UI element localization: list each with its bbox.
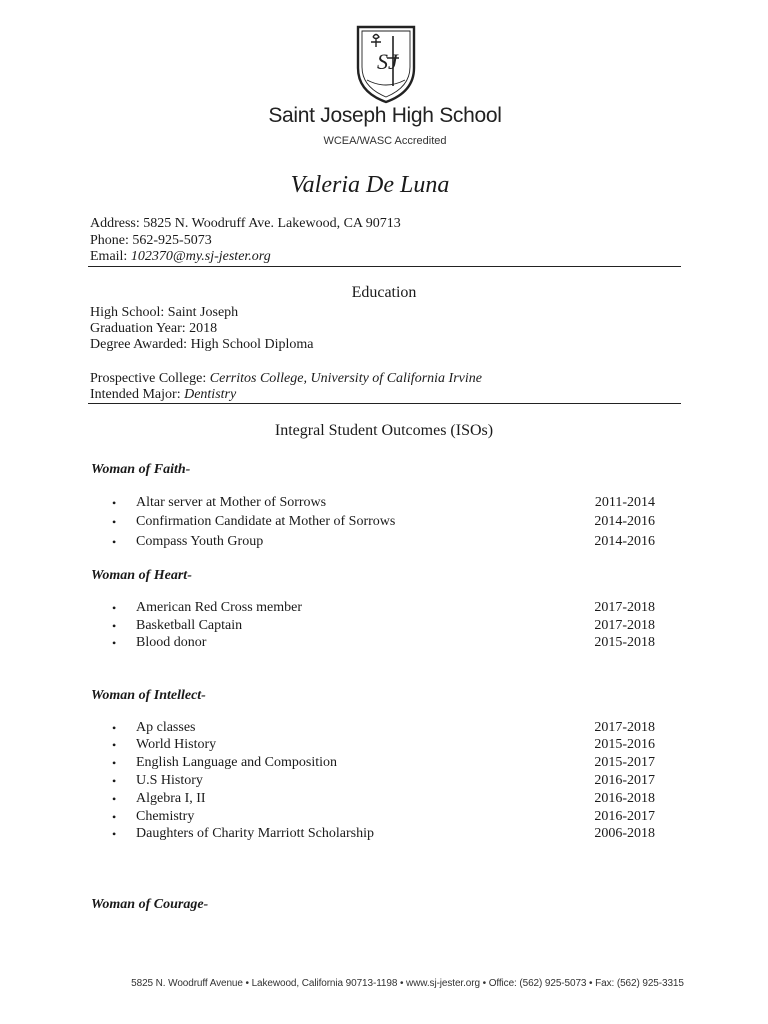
item-label: Daughters of Charity Marriott Scholarship [136,826,374,841]
item-dates: 2015-2016 [594,737,655,752]
list-item [110,494,655,512]
bullet-icon: • [112,619,117,633]
email-line [90,248,271,265]
item-dates: 2017-2018 [594,600,655,615]
email-value[interactable]: 102370@my.sj-jester.org [130,249,271,264]
address-value: 5825 N. Woodruff Ave. Lakewood, CA 90713 [143,216,401,231]
bullet-icon: • [112,721,117,735]
list-item [110,719,655,737]
major-label: Intended Major: [90,387,181,402]
item-dates: 2014-2016 [594,534,655,549]
item-label: World History [136,737,217,752]
item-label: Blood donor [136,635,207,650]
bullet-icon: • [112,827,117,841]
item-label: Algebra I, II [136,791,206,806]
divider [88,403,681,404]
graduation-year-value: 2018 [189,321,218,336]
list-item [110,825,655,843]
major-line [90,386,236,403]
list-item [110,736,655,754]
item-dates: 2006-2018 [594,826,655,841]
item-label: English Language and Composition [136,755,338,770]
list-item [110,634,655,652]
item-dates: 2011-2014 [594,495,655,510]
list-item [110,599,655,617]
bullet-icon: • [112,496,117,510]
college-value: Cerritos College, University of California Irvine [209,371,482,386]
list-item [110,617,655,635]
heart-heading: Woman of Heart- [91,568,192,583]
isos-heading: Integral Student Outcomes (ISOs) [274,422,494,439]
faith-heading: Woman of Faith- [91,462,191,477]
item-label: Ap classes [136,720,196,735]
major-value: Dentistry [184,387,237,402]
accreditation-text: WCEA/WASC Accredited [323,135,447,147]
high-school-label: High School: [90,305,165,320]
item-label: U.S History [136,773,203,788]
intellect-heading: Woman of Intellect- [91,688,206,703]
list-item [110,533,655,551]
list-item [110,790,655,808]
item-dates: 2016-2017 [594,773,655,788]
bullet-icon: • [112,810,117,824]
bullet-icon: • [112,738,117,752]
item-dates: 2015-2017 [594,755,655,770]
college-label: Prospective College: [90,371,207,386]
divider [88,266,681,267]
item-dates: 2016-2018 [594,791,655,806]
college-line [90,370,482,387]
bullet-icon: • [112,601,117,615]
address-line [90,215,401,232]
bullet-icon: • [112,792,117,806]
item-label: Altar server at Mother of Sorrows [136,495,327,510]
phone-value: 562-925-5073 [132,233,212,248]
item-label: American Red Cross member [136,600,303,615]
item-dates: 2014-2016 [594,514,655,529]
list-item [110,808,655,826]
bullet-icon: • [112,756,117,770]
school-name: Saint Joseph High School [268,104,502,127]
school-crest-logo [355,24,417,104]
degree-line [90,336,313,353]
address-label: Address: [90,216,140,231]
degree-label: Degree Awarded: [90,337,188,352]
list-item [110,513,655,531]
item-dates: 2017-2018 [594,618,655,633]
bullet-icon: • [112,636,117,650]
item-dates: 2016-2017 [594,809,655,824]
phone-line [90,232,212,249]
graduation-year-label: Graduation Year: [90,321,186,336]
item-label: Basketball Captain [136,618,243,633]
courage-heading: Woman of Courage- [91,897,209,912]
degree-value: High School Diploma [190,337,314,352]
bullet-icon: • [112,774,117,788]
graduation-year-line [90,320,217,337]
student-name: Valeria De Luna [290,172,450,198]
item-dates: 2017-2018 [594,720,655,735]
footer-address: 5825 N. Woodruff Avenue • Lakewood, California 90713-1198 • www.sj-jester.org • Office: (562) 925-5073 • Fax: (562) 925-3315 [131,978,684,989]
list-item [110,772,655,790]
bullet-icon: • [112,515,117,529]
education-heading: Education [351,284,417,301]
item-dates: 2015-2018 [594,635,655,650]
list-item [110,754,655,772]
high-school-line [90,304,238,321]
svg-text:SJ: SJ [377,49,398,74]
phone-label: Phone: [90,233,129,248]
high-school-value: Saint Joseph [167,305,239,320]
item-label: Chemistry [136,809,195,824]
item-label: Compass Youth Group [136,534,264,549]
email-label: Email: [90,249,128,264]
item-label: Confirmation Candidate at Mother of Sorrows [136,514,396,529]
bullet-icon: • [112,535,117,549]
